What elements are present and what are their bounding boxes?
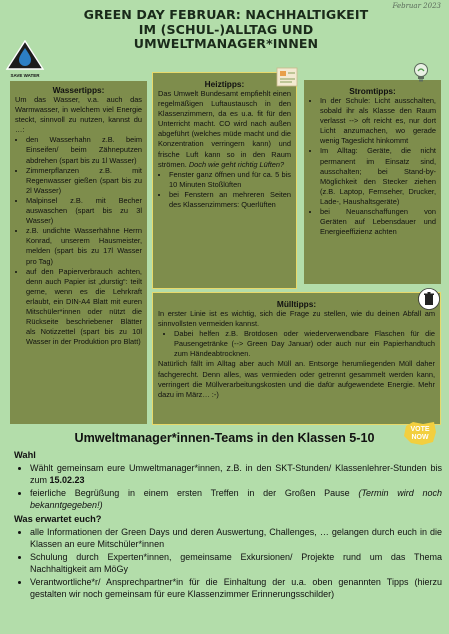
heating-tips-list [158, 170, 291, 210]
list-item: • den Wasserhahn z.B. beim Einseifen/ beim Zähneputzen abdrehen (spart bis zu 1l Wasser) [26, 135, 142, 165]
heating-tips-intro [158, 89, 291, 170]
list-item: • Schulung durch Experten*innen, gemeinsame Exkursionen/ Projekte rund um das Thema Nachhaltigkeit am MöGy [30, 551, 442, 575]
expect-heading: Was erwartet euch? [14, 514, 102, 524]
water-tips-intro: Um das Wasser, v.a. auch das Warmwasser, in welchem viel Energie steckt, sinnvoll zu nutzen, kannst du …: [15, 95, 142, 135]
waste-tips-title: Mülltipps: [276, 299, 317, 309]
list-item: • Dabei helfen z.B. Brotdosen oder wiederverwendbare Flaschen für die Pausengetränke (--> Green Day Januar) oder auch nur ein Papierhandtuch zum Händeabtrocknen. [174, 329, 435, 359]
list-item: • auf den Papierverbrauch achten, denn auch Papier ist „durstig“: teilt gerne, wenn es die Lehrkraft erlaubt, ein DIN-A4 Blatt mit euren Mitschüler*innen oder nützt die Rückseite beschriebener Blätter als Notizzettel (spart bis zu 10l Wasser in der Produktion pro Blatt) [26, 267, 142, 348]
wahl-list [14, 462, 442, 511]
title-line-1: GREEN DAY FEBRUAR: NACHHALTIGKEIT [83, 7, 369, 22]
save-water-logo [4, 40, 46, 78]
heating-tips-box [152, 72, 297, 289]
list-item: • Fenster ganz öffnen und für ca. 5 bis 10 Minuten Stoßlüften [169, 170, 291, 190]
heating-tips-title: Heiztipps: [204, 79, 245, 89]
power-tips-list [309, 96, 436, 237]
list-item: • alle Informationen der Green Days und deren Auswertung, Challenges, … gelangen durch euch in die Klassen an eure Mitschüler*innen [30, 526, 442, 550]
teams-section [14, 447, 442, 601]
waste-tips-list [158, 329, 435, 359]
list-item: • Zimmerpflanzen z.B. mit Regenwasser gießen (spart bis zu 2l Wasser) [26, 166, 142, 196]
wahl-deadline: 15.02.23 [49, 475, 85, 485]
list-item [30, 462, 442, 486]
list-item: • bei Neuanschaffungen von Geräten auf Lebensdauer und Energieeffizienz achten [320, 207, 436, 237]
wahl-item-note: (Termin wird noch bekanntgegeben!) [30, 488, 442, 510]
wahl-heading: Wahl [14, 450, 36, 460]
list-item: • Malpinsel z.B. mit Becher auswaschen (spart bis zu 3l Wasser) [26, 196, 142, 226]
power-tips-title: Stromtipps: [349, 86, 396, 96]
list-item: • In der Schule: Licht ausschalten, sobald ihr als Klasse den Raum verlasst --> oft reicht es, nur dort Licht anzumachen, wo gerade wenig Tageslicht hinkommt [320, 96, 436, 146]
water-tips-list [15, 135, 142, 347]
title-line-2: IM (SCHUL-)ALLTAG UND [138, 21, 314, 37]
page-title [60, 8, 392, 52]
expect-list [14, 526, 442, 600]
water-tips-title: Wassertipps: [52, 85, 105, 95]
list-item: • Verantwortliche*r/ Ansprechpartner*in für die Einhaltung der u.a. oben genannten Tipps (hierzu gestalten wir noch gemeinsam für eure Klassenzimmer Erinnerungsschilder) [30, 576, 442, 600]
trash-can-icon [418, 287, 440, 311]
vote-badge-line2: NOW [411, 434, 429, 441]
vote-badge-line1: VOTE [410, 426, 430, 433]
lightbulb-icon [409, 61, 433, 85]
list-item [30, 487, 442, 511]
sticky-note-icon [276, 67, 298, 87]
wahl-item-text: feierliche Begrüßung in einem ersten Treffen in der Großen Pause [30, 488, 359, 498]
list-item: • bei Fenstern an mehreren Seiten des Klassenzimmers: Querlüften [169, 190, 291, 210]
water-tips-box [10, 81, 147, 424]
title-line-3: UMWELTMANAGER*INNEN [133, 36, 319, 51]
waste-tips-outro: Natürlich fällt im Alltag aber auch Müll an. Entsorge herumliegenden Müll daher fachgerecht. Denn alles, was vermieden oder getrennt gesammelt werden kann, verringert die Müllverarbeitungskosten und die dafür aufgewendete Energie. Mehr dazu im März… :-) [158, 359, 435, 399]
teams-section-title: Umweltmanager*innen-Teams in den Klassen 5-10 [74, 431, 375, 445]
waste-tips-intro: In erster Linie ist es wichtig, sich die Frage zu stellen, wie du deinen Abfall am sinnvollsten vermeiden kannst. [158, 309, 435, 329]
date-tag: Februar 2023 [392, 2, 441, 10]
water-drop-icon [4, 40, 46, 72]
heating-tips-text: Das Umwelt Bundesamt empfiehlt einen regelmäßigen Luftaustausch in den Klassenzimmern, da es u.a. fit für den Unterricht macht. CO wird nach außen abgeführt (welches müde macht und die Konzentration verringern kann) und frische Luft kann so in den Raum strömen. [158, 89, 291, 169]
list-item: • z.B. undichte Wasserhähne Herrn Konrad, unserem Hausmeister, melden (spart bis zu 17l Wasser pro Tag) [26, 226, 142, 266]
wahl-item-text: Wählt gemeinsam eure Umweltmanager*innen, z.B. in den SKT-Stunden/ Klassenlehrer-Stunden bis zum [30, 463, 442, 485]
waste-tips-box [152, 292, 441, 425]
power-tips-box [304, 80, 441, 284]
heating-tips-question: Doch wie geht richtig Lüften? [188, 159, 285, 169]
list-item: • Im Alltag: Geräte, die nicht permanent im Einsatz sind, ausschalten; bei Stand-by-Möglichkeit den Stecker ziehen (z.B. Laptop, Fernseher, Drucker, Lade-, Haushaltsgeräte) [320, 146, 436, 207]
logo-text: SAVE WATER [10, 73, 40, 78]
